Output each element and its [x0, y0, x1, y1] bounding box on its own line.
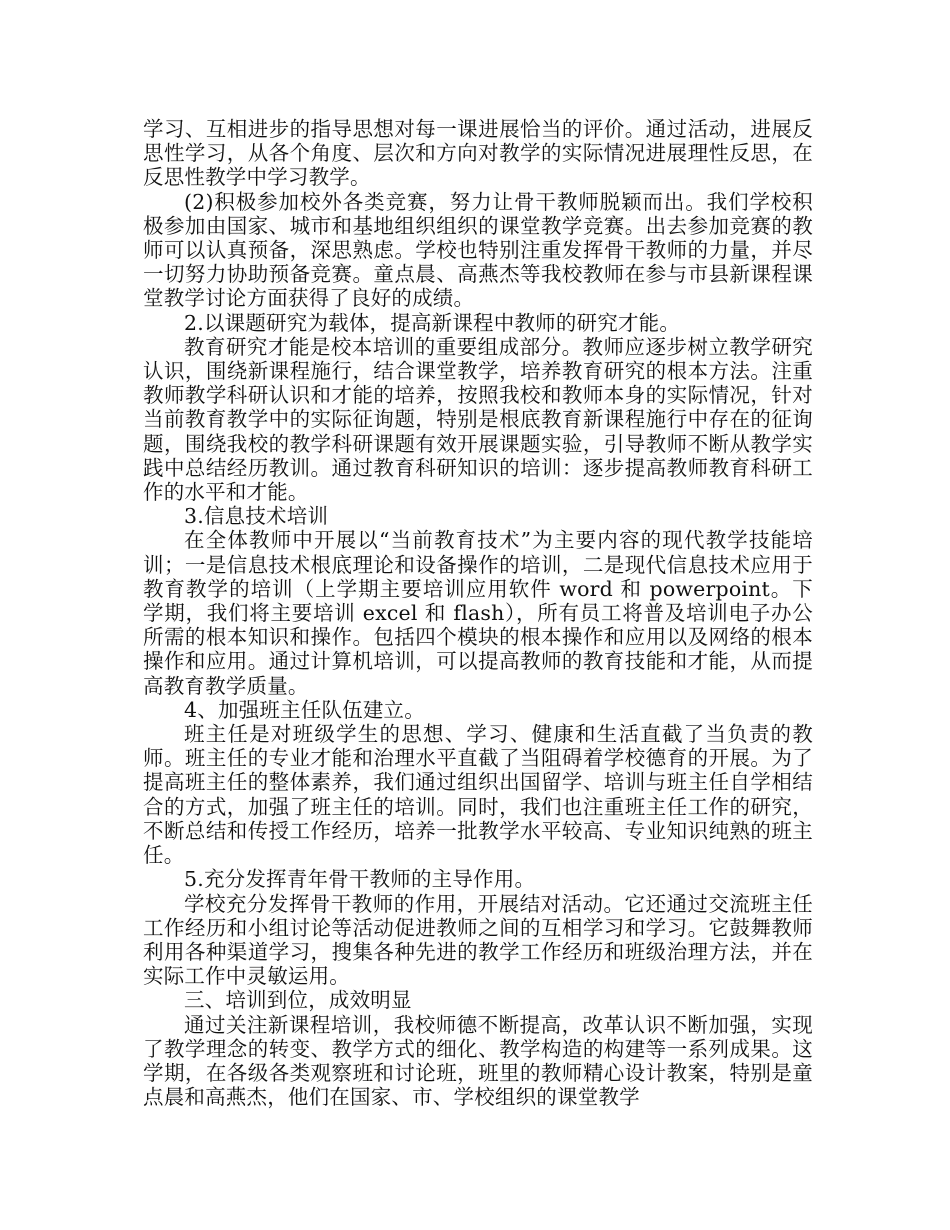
paragraph-research-ability: 教育研究才能是校本培训的重要组成部分。教师应逐步树立教学研究认识，围绕新课程施行，结合课堂教学，培养教育研究的根本方法。注重教师教学科研认识和才能的培养，按照我校和教师本身的实际情况，针对当前教育教学中的实际征询题，特别是根底教育新课程施行中存在的征询题，围绕我校的教学科研课题有效开展课题实验，引导教师不断从教学实践中总结经历教训。通过教育科研知识的培训：逐步提高教师教育科研工作的水平和才能。	[143, 334, 813, 505]
document-body	[143, 117, 813, 1109]
paragraph-training-results: 通过关注新课程培训，我校师德不断提高，改革认识不断加强，实现了教学理念的转变、教学方式的细化、教学构造的构建等一系列成果。这学期，在各级各类观察班和讨论班，班里的教师精心设计教案，特别是童点晨和高燕杰，他们在国家、市、学校组织的课堂教学	[143, 1012, 813, 1110]
paragraph-external-competitions: (2)积极参加校外各类竞赛，努力让骨干教师脱颖而出。我们学校积极参加由国家、城市和基地组织组织的课堂教学竞赛。出去参加竞赛的教师可以认真预备，深思熟虑。学校也特别注重发挥骨干教师的力量，并尽一切努力协助预备竞赛。童点晨、高燕杰等我校教师在参与市县新课程课堂教学讨论方面获得了良好的成绩。	[143, 189, 813, 311]
heading-class-teacher-team: 4、加强班主任队伍建立。	[184, 697, 425, 722]
paragraph-young-backbone-teachers: 学校充分发挥骨干教师的作用，开展结对活动。它还通过交流班主任工作经历和小组讨论等活动促进教师之间的互相学习和学习。它鼓舞教师利用各种渠道学习，搜集各种先进的教学工作经历和班级治理方法，并在实际工作中灵敏运用。	[143, 891, 813, 989]
paragraph-reflective-learning: 学习、互相进步的指导思想对每一课进展恰当的评价。通过活动，进展反思性学习，从各个角度、层次和方向对教学的实际情况进展理性反思，在反思性教学中学习教学。	[143, 117, 813, 190]
heading-research-ability: 2.以课题研究为载体，提高新课程中教师的研究才能。	[184, 310, 681, 335]
heading-it-training: 3.信息技术培训	[184, 504, 329, 529]
paragraph-it-training: 在全体教师中开展以“当前教育技术”为主要内容的现代教学技能培训；一是信息技术根底理论和设备操作的培训，二是现代信息技术应用于教育教学的培训（上学期主要培训应用软件 word 和 powerpoint。下学期，我们将主要培训 excel 和 flash），所有员工将普及培训电子办公所需的根本知识和操作。包括四个模块的根本操作和应用以及网络的根本操作和应用。通过计算机培训，可以提高教师的教育技能和才能，从而提高教育教学质量。	[143, 528, 813, 698]
heading-training-results: 三、培训到位，成效明显	[184, 988, 412, 1013]
paragraph-class-teacher-team: 班主任是对班级学生的思想、学习、健康和生活直截了当负责的教师。班主任的专业才能和治理水平直截了当阻碍着学校德育的开展。为了提高班主任的整体素养，我们通过组织出国留学、培训与班主任自学相结合的方式，加强了班主任的培训。同时，我们也注重班主任工作的研究，不断总结和传授工作经历，培养一批教学水平较高、专业知识纯熟的班主任。	[143, 722, 813, 868]
heading-young-backbone-teachers: 5.充分发挥青年骨干教师的主导作用。	[184, 867, 536, 892]
